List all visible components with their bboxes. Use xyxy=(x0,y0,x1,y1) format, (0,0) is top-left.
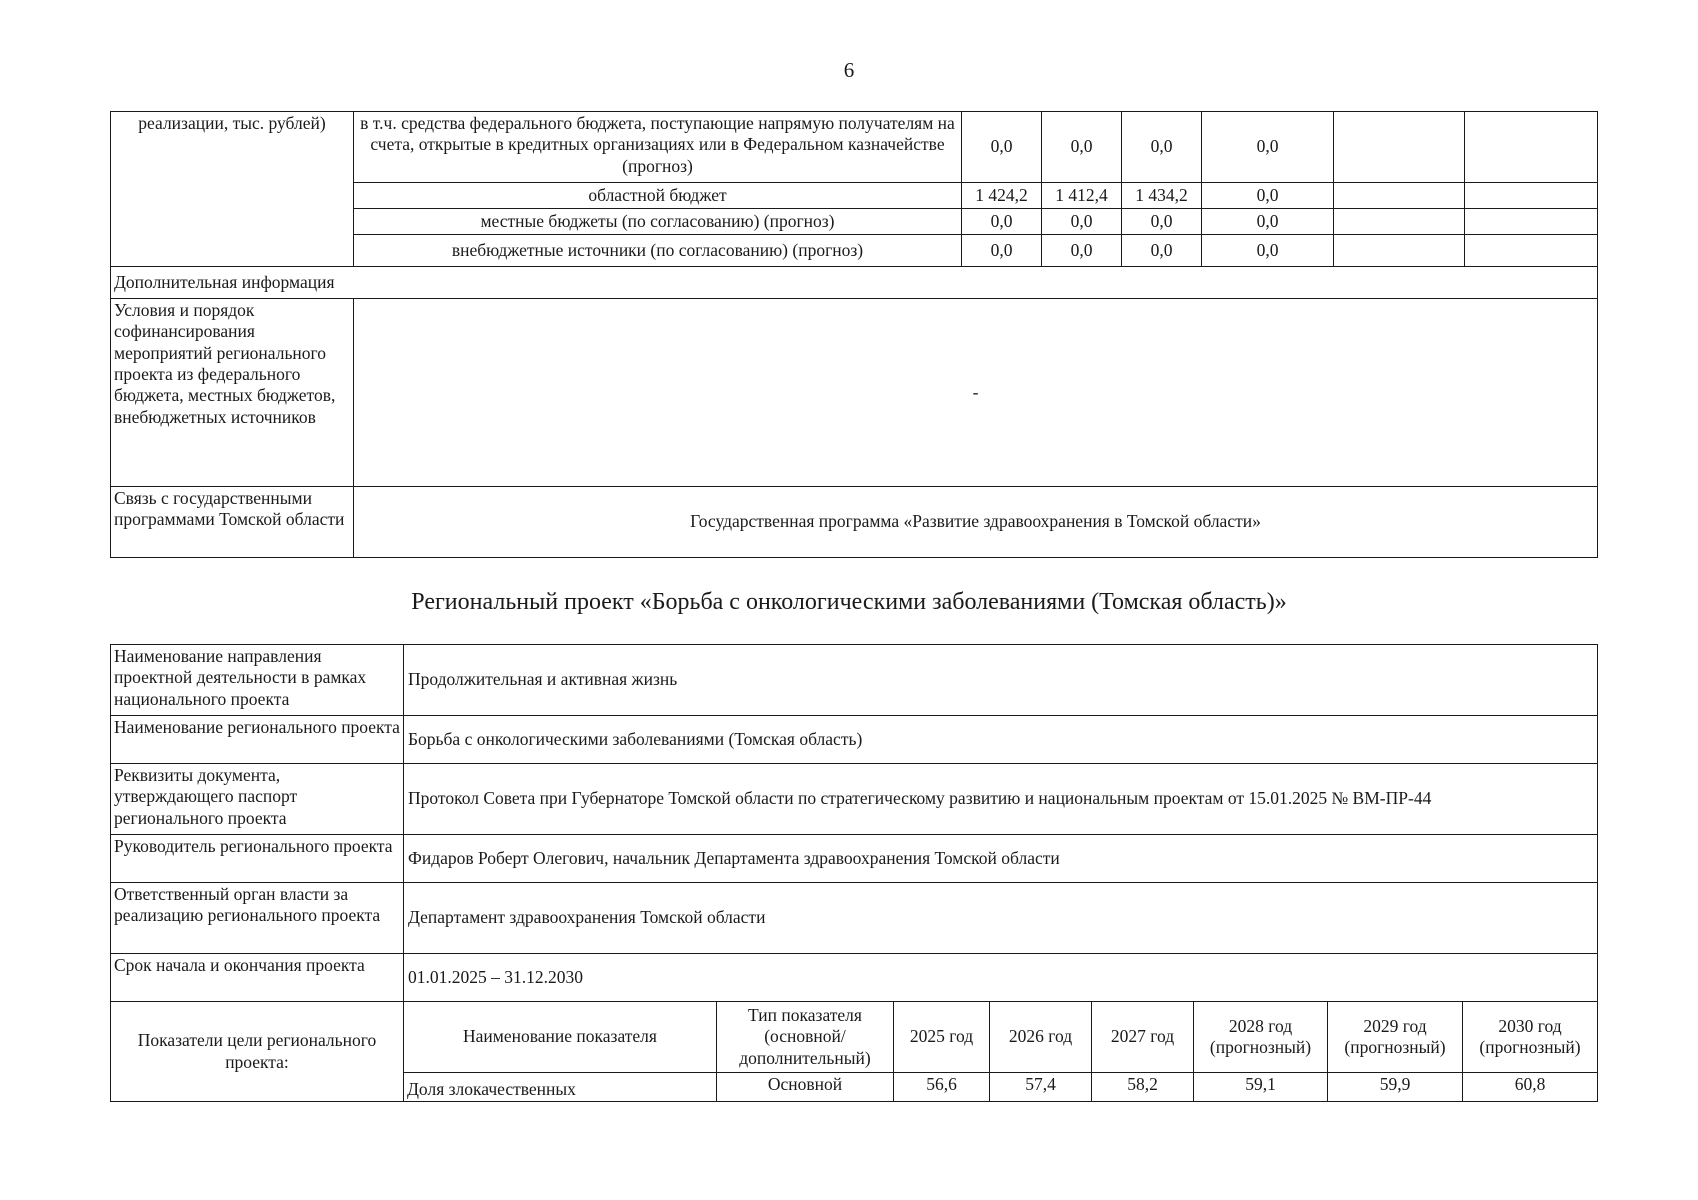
indicators-header-name: Наименование показателя xyxy=(404,1002,717,1073)
indicators-header-type: Тип показателя (основной/ дополнительный) xyxy=(717,1002,894,1073)
project-row-label: Ответственный орган власти за реализацию регионального проекта xyxy=(111,883,404,954)
indicator-value: 59,1 xyxy=(1194,1073,1328,1102)
indicator-value: 57,4 xyxy=(990,1073,1092,1102)
project-row-document xyxy=(111,764,1598,835)
financing-value: 0,0 xyxy=(1202,112,1334,183)
indicator-value: 60,8 xyxy=(1463,1073,1598,1102)
indicators-header-year: 2029 год (прогнозный) xyxy=(1328,1002,1463,1073)
financing-value: 0,0 xyxy=(1202,235,1334,267)
project-row-name xyxy=(111,716,1598,764)
indicators-header-year: 2030 год (прогнозный) xyxy=(1463,1002,1598,1073)
financing-value: 0,0 xyxy=(962,235,1042,267)
cofinancing-value: - xyxy=(354,299,1598,487)
cofinancing-row xyxy=(111,299,1598,487)
indicators-label: Показатели цели регионального проекта: xyxy=(111,1002,404,1102)
financing-value: 0,0 xyxy=(1042,235,1122,267)
project-row-organization xyxy=(111,883,1598,954)
indicator-value: 58,2 xyxy=(1092,1073,1194,1102)
indicators-header-year: 2026 год xyxy=(990,1002,1092,1073)
financing-value xyxy=(1465,183,1598,209)
financing-value: 0,0 xyxy=(1122,112,1202,183)
cofinancing-label: Условия и порядок софинансирования мероприятий регионального проекта из федерального бюджета, местных бюджетов, внебюджетных источников xyxy=(111,299,354,487)
additional-info-row xyxy=(111,267,1598,299)
financing-value xyxy=(1334,209,1465,235)
financing-value xyxy=(1465,112,1598,183)
project-row-value: Фидаров Роберт Олегович, начальник Департамента здравоохранения Томской области xyxy=(404,835,1598,883)
page-number: 6 xyxy=(843,58,855,82)
project-row-label: Наименование направления проектной деятельности в рамках национального проекта xyxy=(111,645,404,716)
financing-row-label: в т.ч. средства федерального бюджета, поступающие напрямую получателям на счета, открытые в кредитных организациях или в Федеральном казначействе (прогноз) xyxy=(354,112,962,183)
financing-value: 0,0 xyxy=(1202,209,1334,235)
financing-value: 0,0 xyxy=(962,112,1042,183)
section-heading: Региональный проект «Борьба с онкологическими заболеваниями (Томская область)» xyxy=(411,589,1287,615)
state-programs-label: Связь с государственными программами Томской области xyxy=(111,487,354,558)
project-row-value: Продолжительная и активная жизнь xyxy=(404,645,1598,716)
indicators-header-row xyxy=(111,1002,1598,1073)
state-programs-row xyxy=(111,487,1598,558)
financing-row-label: внебюджетные источники (по согласованию) (прогноз) xyxy=(354,235,962,267)
financing-value xyxy=(1465,209,1598,235)
project-row-value: 01.01.2025 – 31.12.2030 xyxy=(404,954,1598,1002)
financing-value: 0,0 xyxy=(1202,183,1334,209)
financing-value: 0,0 xyxy=(1122,209,1202,235)
indicator-value: 59,9 xyxy=(1328,1073,1463,1102)
financing-value xyxy=(1334,112,1465,183)
financing-value: 1 424,2 xyxy=(962,183,1042,209)
financing-value: 0,0 xyxy=(962,209,1042,235)
financing-value: 0,0 xyxy=(1042,112,1122,183)
financing-left-label: реализации, тыс. рублей) xyxy=(111,112,354,267)
indicator-value: 56,6 xyxy=(894,1073,990,1102)
project-row-value: Протокол Совета при Губернаторе Томской области по стратегическому развитию и национальным проектам от 15.01.2025 № ВМ-ПР-44 xyxy=(404,764,1598,835)
financing-row-federal xyxy=(111,112,1598,183)
project-row-value: Борьба с онкологическими заболеваниями (Томская область) xyxy=(404,716,1598,764)
financing-row-label: областной бюджет xyxy=(354,183,962,209)
project-row-value: Департамент здравоохранения Томской области xyxy=(404,883,1598,954)
financing-value: 0,0 xyxy=(1122,235,1202,267)
project-row-label: Срок начала и окончания проекта xyxy=(111,954,404,1002)
financing-value xyxy=(1465,235,1598,267)
project-passport-table xyxy=(110,644,1598,1102)
project-row-head xyxy=(111,835,1598,883)
financing-value xyxy=(1334,235,1465,267)
project-row-label: Руководитель регионального проекта xyxy=(111,835,404,883)
financing-value xyxy=(1334,183,1465,209)
financing-value: 1 434,2 xyxy=(1122,183,1202,209)
indicator-type: Основной xyxy=(717,1073,894,1102)
financing-row-label: местные бюджеты (по согласованию) (прогноз) xyxy=(354,209,962,235)
project-row-term xyxy=(111,954,1598,1002)
state-programs-value: Государственная программа «Развитие здравоохранения в Томской области» xyxy=(354,487,1598,558)
project-row-label: Реквизиты документа, утверждающего паспорт регионального проекта xyxy=(111,764,404,835)
project-row-label: Наименование регионального проекта xyxy=(111,716,404,764)
project-row-direction xyxy=(111,645,1598,716)
financing-table xyxy=(110,111,1598,558)
indicators-header-year: 2028 год (прогнозный) xyxy=(1194,1002,1328,1073)
indicators-header-year: 2025 год xyxy=(894,1002,990,1073)
indicators-header-year: 2027 год xyxy=(1092,1002,1194,1073)
additional-info-label: Дополнительная информация xyxy=(111,267,1598,299)
financing-value: 1 412,4 xyxy=(1042,183,1122,209)
financing-value: 0,0 xyxy=(1042,209,1122,235)
indicator-name: Доля злокачественных xyxy=(404,1073,717,1102)
